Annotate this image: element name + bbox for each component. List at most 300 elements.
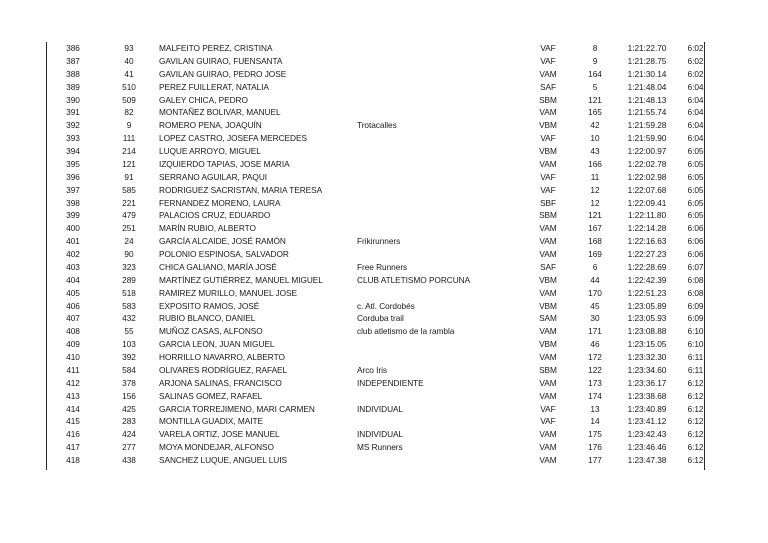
cell-category: VAF bbox=[540, 416, 556, 427]
cell-finish-time: 1:22:16.63 bbox=[627, 236, 667, 247]
cell-club: INDIVIDUAL bbox=[357, 403, 404, 414]
cell-finish-time: 1:23:15.05 bbox=[627, 339, 667, 350]
cell-bib-number: 585 bbox=[122, 184, 136, 195]
cell-position: 398 bbox=[66, 197, 80, 208]
cell-finish-time: 1:23:47.38 bbox=[627, 455, 667, 465]
cell-category-position: 170 bbox=[588, 287, 602, 298]
cell-finish-time: 1:21:55.74 bbox=[627, 107, 667, 118]
table-row bbox=[47, 377, 714, 390]
cell-position: 403 bbox=[66, 261, 80, 272]
cell-pace: 6:12 bbox=[687, 390, 704, 401]
cell-finish-time: 1:23:42.43 bbox=[627, 429, 667, 440]
cell-bib-number: 111 bbox=[122, 133, 136, 144]
cell-category-position: 176 bbox=[588, 442, 602, 453]
cell-category: VBM bbox=[539, 300, 557, 311]
cell-category-position: 171 bbox=[588, 326, 602, 337]
cell-runner-name: GALEY CHICA, PEDRO bbox=[159, 94, 248, 105]
cell-bib-number: 214 bbox=[122, 146, 136, 156]
cell-category: VAM bbox=[539, 326, 557, 337]
cell-pace: 6:10 bbox=[687, 339, 704, 350]
cell-category: VAM bbox=[539, 455, 557, 465]
cell-category: VAF bbox=[540, 184, 556, 195]
cell-category-position: 173 bbox=[588, 377, 602, 388]
cell-category-position: 13 bbox=[590, 403, 600, 414]
cell-bib-number: 90 bbox=[124, 249, 134, 259]
cell-runner-name: ROMERO PENA, JOAQUÍN bbox=[159, 120, 262, 131]
cell-category: VAM bbox=[539, 107, 557, 118]
cell-runner-name: SERRANO AGUILAR, PAQUI bbox=[159, 171, 268, 182]
cell-club bbox=[357, 171, 523, 184]
cell-pace: 6:12 bbox=[687, 403, 704, 414]
cell-category-position: 172 bbox=[588, 352, 602, 362]
table-row bbox=[47, 403, 714, 416]
cell-position: 397 bbox=[66, 184, 80, 195]
table-row bbox=[47, 287, 714, 300]
cell-finish-time: 1:23:05.89 bbox=[627, 300, 667, 311]
table-row bbox=[47, 145, 714, 158]
cell-pace: 6:05 bbox=[687, 158, 704, 169]
table-row bbox=[47, 415, 714, 428]
cell-position: 387 bbox=[66, 55, 80, 66]
cell-club: Trotacalles bbox=[357, 120, 397, 131]
table-row bbox=[47, 428, 714, 441]
cell-finish-time: 1:21:59.90 bbox=[627, 133, 667, 144]
table-row bbox=[47, 171, 714, 184]
cell-bib-number: 55 bbox=[124, 326, 134, 337]
table-row bbox=[47, 248, 714, 261]
cell-pace: 6:06 bbox=[687, 249, 704, 259]
cell-pace: 6:05 bbox=[687, 210, 704, 221]
cell-club: club atletismo de la rambla bbox=[357, 326, 455, 337]
table-row bbox=[47, 94, 714, 107]
cell-bib-number: 9 bbox=[126, 120, 132, 131]
cell-category-position: 10 bbox=[590, 133, 600, 144]
cell-runner-name: MALFEITO PEREZ, CRISTINA bbox=[159, 43, 273, 53]
cell-category: VAM bbox=[539, 287, 557, 298]
cell-finish-time: 1:23:08.88 bbox=[627, 326, 667, 337]
cell-category-position: 43 bbox=[590, 146, 600, 156]
cell-finish-time: 1:22:07.68 bbox=[627, 184, 667, 195]
table-row bbox=[47, 351, 714, 364]
cell-bib-number: 425 bbox=[122, 403, 136, 414]
cell-pace: 6:05 bbox=[687, 171, 704, 182]
table-row bbox=[47, 454, 714, 467]
cell-bib-number: 221 bbox=[122, 197, 136, 208]
cell-category-position: 174 bbox=[588, 390, 602, 401]
cell-pace: 6:08 bbox=[687, 287, 704, 298]
cell-runner-name: HORRILLO NAVARRO, ALBERTO bbox=[159, 352, 285, 362]
cell-club: Corduba trail bbox=[357, 313, 404, 324]
table-row bbox=[47, 338, 714, 351]
cell-bib-number: 378 bbox=[122, 377, 136, 388]
cell-finish-time: 1:23:38.68 bbox=[627, 390, 667, 401]
cell-runner-name: RUBIO BLANCO, DANIEL bbox=[159, 313, 256, 324]
cell-club bbox=[357, 55, 523, 68]
cell-finish-time: 1:23:34.60 bbox=[627, 364, 667, 375]
cell-finish-time: 1:22:28.69 bbox=[627, 261, 667, 272]
cell-category-position: 165 bbox=[588, 107, 602, 118]
cell-club bbox=[357, 94, 523, 107]
cell-runner-name: MONTAÑEZ BOLIVAR, MANUEL bbox=[159, 107, 281, 118]
table-row bbox=[47, 132, 714, 145]
race-results-table bbox=[47, 42, 714, 467]
cell-pace: 6:08 bbox=[687, 274, 704, 285]
cell-position: 417 bbox=[66, 442, 80, 453]
cell-finish-time: 1:21:59.28 bbox=[627, 120, 667, 131]
table-row bbox=[47, 312, 714, 325]
cell-pace: 6:04 bbox=[687, 94, 704, 105]
cell-runner-name: ARJONA SALINAS, FRANCISCO bbox=[159, 377, 282, 388]
cell-position: 402 bbox=[66, 249, 80, 259]
cell-bib-number: 510 bbox=[122, 81, 136, 92]
cell-runner-name: VARELA ORTIZ, JOSE MANUEL bbox=[159, 429, 280, 440]
cell-runner-name: RODRIGUEZ SACRISTAN, MARIA TERESA bbox=[159, 184, 323, 195]
cell-runner-name: PEREZ FUILLERAT, NATALIA bbox=[159, 81, 269, 92]
cell-pace: 6:02 bbox=[687, 43, 704, 53]
cell-category: VBM bbox=[539, 120, 557, 131]
cell-category: VAF bbox=[540, 55, 556, 66]
cell-club bbox=[357, 42, 523, 55]
cell-category: VAM bbox=[539, 68, 557, 79]
cell-category: SBM bbox=[539, 364, 557, 375]
cell-bib-number: 584 bbox=[122, 364, 136, 375]
results-table-body bbox=[47, 42, 714, 467]
cell-category-position: 121 bbox=[588, 210, 602, 221]
cell-category: SAM bbox=[539, 313, 557, 324]
table-row bbox=[47, 81, 714, 94]
cell-bib-number: 283 bbox=[122, 416, 136, 427]
cell-club: c. Atl. Cordobés bbox=[357, 300, 415, 311]
cell-runner-name: EXPOSITO RAMOS, JOSÉ bbox=[159, 300, 260, 311]
cell-pace: 6:09 bbox=[687, 313, 704, 324]
cell-runner-name: CHICA GALIANO, MARÍA JOSÉ bbox=[159, 261, 277, 272]
cell-pace: 6:02 bbox=[687, 55, 704, 66]
cell-category: VAM bbox=[539, 377, 557, 388]
table-row bbox=[47, 119, 714, 132]
cell-bib-number: 438 bbox=[122, 455, 136, 465]
cell-runner-name: IZQUIERDO TAPIAS, JOSE MARIA bbox=[159, 158, 290, 169]
cell-category-position: 12 bbox=[590, 184, 600, 195]
table-row bbox=[47, 55, 714, 68]
cell-position: 405 bbox=[66, 287, 80, 298]
cell-club bbox=[357, 415, 523, 428]
cell-club bbox=[357, 222, 523, 235]
cell-position: 404 bbox=[66, 274, 80, 285]
table-row bbox=[47, 184, 714, 197]
cell-club bbox=[357, 209, 523, 222]
cell-category-position: 168 bbox=[588, 236, 602, 247]
cell-finish-time: 1:22:42.39 bbox=[627, 274, 667, 285]
cell-finish-time: 1:23:41.12 bbox=[627, 416, 667, 427]
cell-bib-number: 424 bbox=[122, 429, 136, 440]
cell-bib-number: 251 bbox=[122, 223, 136, 234]
cell-runner-name: SANCHEZ LUQUE, ANGUEL LUIS bbox=[159, 455, 287, 465]
cell-category: VAM bbox=[539, 429, 557, 440]
cell-category: VAF bbox=[540, 43, 556, 53]
cell-finish-time: 1:22:02.78 bbox=[627, 158, 667, 169]
cell-position: 412 bbox=[66, 377, 80, 388]
cell-pace: 6:12 bbox=[687, 429, 704, 440]
cell-club bbox=[357, 197, 523, 210]
cell-category: SBM bbox=[539, 94, 557, 105]
cell-runner-name: POLONIO ESPINOSA, SALVADOR bbox=[159, 249, 289, 259]
cell-position: 391 bbox=[66, 107, 80, 118]
table-row bbox=[47, 106, 714, 119]
cell-category-position: 175 bbox=[588, 429, 602, 440]
cell-position: 407 bbox=[66, 313, 80, 324]
cell-finish-time: 1:23:32.30 bbox=[627, 352, 667, 362]
cell-club bbox=[357, 81, 523, 94]
cell-pace: 6:12 bbox=[687, 442, 704, 453]
cell-runner-name: GARCÍA ALCAIDE, JOSÉ RAMÓN bbox=[159, 236, 286, 247]
cell-runner-name: MONTILLA GUADIX, MAITE bbox=[159, 416, 264, 427]
cell-runner-name: PALACIOS CRUZ, EDUARDO bbox=[159, 210, 271, 221]
cell-pace: 6:11 bbox=[687, 352, 704, 362]
cell-position: 386 bbox=[66, 43, 80, 53]
cell-club bbox=[357, 68, 523, 81]
cell-category: VAM bbox=[539, 442, 557, 453]
cell-pace: 6:09 bbox=[687, 300, 704, 311]
cell-position: 411 bbox=[66, 364, 80, 375]
cell-category: VBM bbox=[539, 339, 557, 350]
cell-bib-number: 509 bbox=[122, 94, 136, 105]
cell-club bbox=[357, 106, 523, 119]
cell-pace: 6:12 bbox=[687, 416, 704, 427]
cell-finish-time: 1:22:14.28 bbox=[627, 223, 667, 234]
cell-pace: 6:04 bbox=[687, 133, 704, 144]
cell-category-position: 42 bbox=[590, 120, 600, 131]
cell-position: 399 bbox=[66, 210, 80, 221]
table-row bbox=[47, 235, 714, 248]
cell-pace: 6:04 bbox=[687, 120, 704, 131]
cell-finish-time: 1:23:36.17 bbox=[627, 377, 667, 388]
cell-club: Arco Iris bbox=[357, 364, 387, 375]
cell-position: 409 bbox=[66, 339, 80, 350]
cell-position: 416 bbox=[66, 429, 80, 440]
cell-position: 396 bbox=[66, 171, 80, 182]
cell-pace: 6:12 bbox=[687, 377, 704, 388]
cell-finish-time: 1:21:48.04 bbox=[627, 81, 667, 92]
cell-category-position: 167 bbox=[588, 223, 602, 234]
cell-bib-number: 323 bbox=[122, 261, 136, 272]
cell-position: 414 bbox=[66, 403, 80, 414]
cell-position: 401 bbox=[66, 236, 80, 247]
cell-runner-name: MUÑOZ CASAS, ALFONSO bbox=[159, 326, 263, 337]
cell-category: SBF bbox=[540, 197, 556, 208]
cell-category-position: 164 bbox=[588, 68, 602, 79]
cell-category: VAF bbox=[540, 171, 556, 182]
cell-category: VAM bbox=[539, 158, 557, 169]
cell-club bbox=[357, 145, 523, 158]
table-row bbox=[47, 364, 714, 377]
cell-runner-name: SALINAS GOMEZ, RAFAEL bbox=[159, 390, 263, 401]
cell-bib-number: 583 bbox=[122, 300, 136, 311]
cell-runner-name: MOYA MONDEJAR, ALFONSO bbox=[159, 442, 274, 453]
cell-position: 413 bbox=[66, 390, 80, 401]
table-bottom-spacer bbox=[47, 467, 704, 470]
table-row bbox=[47, 325, 714, 338]
cell-finish-time: 1:22:09.41 bbox=[627, 197, 667, 208]
cell-bib-number: 41 bbox=[124, 68, 134, 79]
cell-position: 389 bbox=[66, 81, 80, 92]
cell-category-position: 8 bbox=[592, 43, 598, 53]
cell-category: VAM bbox=[539, 249, 557, 259]
cell-club: CLUB ATLETISMO PORCUNA bbox=[357, 274, 471, 285]
cell-club bbox=[357, 390, 523, 403]
cell-pace: 6:11 bbox=[687, 364, 704, 375]
cell-pace: 6:02 bbox=[687, 68, 704, 79]
cell-runner-name: MARÍN RUBIO, ALBERTO bbox=[159, 223, 256, 234]
cell-runner-name: OLIVARES RODRÍGUEZ, RAFAEL bbox=[159, 364, 288, 375]
cell-category: VAM bbox=[539, 390, 557, 401]
table-row bbox=[47, 158, 714, 171]
cell-finish-time: 1:22:00.97 bbox=[627, 146, 667, 156]
cell-category-position: 14 bbox=[590, 416, 600, 427]
cell-bib-number: 156 bbox=[122, 390, 136, 401]
cell-category-position: 6 bbox=[592, 261, 598, 272]
cell-finish-time: 1:21:28.75 bbox=[627, 55, 667, 66]
table-row bbox=[47, 42, 714, 55]
cell-position: 406 bbox=[66, 300, 80, 311]
cell-runner-name: MARTÍNEZ GUTIÉRREZ, MANUEL MIGUEL bbox=[159, 274, 323, 285]
cell-category: VAF bbox=[540, 403, 556, 414]
cell-category-position: 9 bbox=[592, 55, 598, 66]
cell-runner-name: FERNANDEZ MORENO, LAURA bbox=[159, 197, 281, 208]
cell-runner-name: GAVILAN GUIRAO, FUENSANTA bbox=[159, 55, 283, 66]
cell-bib-number: 93 bbox=[124, 43, 134, 53]
cell-club: Free Runners bbox=[357, 261, 408, 272]
cell-bib-number: 121 bbox=[122, 158, 136, 169]
cell-bib-number: 432 bbox=[122, 313, 136, 324]
cell-bib-number: 277 bbox=[122, 442, 136, 453]
cell-category-position: 166 bbox=[588, 158, 602, 169]
table-row bbox=[47, 222, 714, 235]
cell-position: 415 bbox=[66, 416, 80, 427]
cell-pace: 6:04 bbox=[687, 81, 704, 92]
cell-club bbox=[357, 248, 523, 261]
cell-finish-time: 1:22:51.23 bbox=[627, 287, 667, 298]
cell-club bbox=[357, 158, 523, 171]
cell-category-position: 11 bbox=[590, 171, 600, 182]
cell-category-position: 44 bbox=[590, 274, 600, 285]
cell-finish-time: 1:23:46.46 bbox=[627, 442, 667, 453]
cell-category: VAM bbox=[539, 236, 557, 247]
cell-category-position: 46 bbox=[590, 339, 600, 350]
cell-club bbox=[357, 454, 523, 467]
cell-bib-number: 479 bbox=[122, 210, 136, 221]
cell-category-position: 45 bbox=[590, 300, 600, 311]
cell-bib-number: 392 bbox=[122, 352, 136, 362]
cell-finish-time: 1:21:30.14 bbox=[627, 68, 667, 79]
cell-club bbox=[357, 351, 523, 364]
cell-position: 395 bbox=[66, 158, 80, 169]
cell-position: 410 bbox=[66, 352, 80, 362]
cell-position: 408 bbox=[66, 326, 80, 337]
table-row bbox=[47, 441, 714, 454]
cell-category-position: 169 bbox=[588, 249, 602, 259]
cell-bib-number: 91 bbox=[124, 171, 134, 182]
cell-category: SBM bbox=[539, 210, 557, 221]
cell-position: 388 bbox=[66, 68, 80, 79]
cell-bib-number: 103 bbox=[122, 339, 136, 350]
cell-bib-number: 518 bbox=[122, 287, 136, 298]
cell-pace: 6:12 bbox=[687, 455, 704, 465]
cell-runner-name: LUQUE ARROYO, MIGUEL bbox=[159, 146, 261, 156]
cell-bib-number: 289 bbox=[122, 274, 136, 285]
cell-club bbox=[357, 132, 523, 145]
cell-pace: 6:04 bbox=[687, 107, 704, 118]
cell-club bbox=[357, 338, 523, 351]
table-row bbox=[47, 68, 714, 81]
cell-bib-number: 40 bbox=[124, 55, 134, 66]
cell-category: VBM bbox=[539, 274, 557, 285]
table-row bbox=[47, 390, 714, 403]
cell-club bbox=[357, 287, 523, 300]
cell-category: VAM bbox=[539, 352, 557, 362]
cell-finish-time: 1:22:02.98 bbox=[627, 171, 667, 182]
table-row bbox=[47, 300, 714, 313]
cell-position: 390 bbox=[66, 94, 80, 105]
cell-category: SAF bbox=[540, 81, 556, 92]
table-row bbox=[47, 261, 714, 274]
cell-finish-time: 1:22:27.23 bbox=[627, 249, 667, 259]
cell-club: INDEPENDIENTE bbox=[357, 377, 424, 388]
table-row bbox=[47, 274, 714, 287]
cell-position: 418 bbox=[66, 455, 80, 465]
cell-category-position: 12 bbox=[590, 197, 600, 208]
cell-club: MS Runners bbox=[357, 442, 403, 453]
cell-pace: 6:05 bbox=[687, 146, 704, 156]
cell-category: VBM bbox=[539, 146, 557, 156]
cell-runner-name: RAMIREZ MURILLO, MANUEL JOSE bbox=[159, 287, 297, 298]
cell-category: SAF bbox=[540, 261, 556, 272]
cell-pace: 6:10 bbox=[687, 326, 704, 337]
cell-pace: 6:07 bbox=[687, 261, 704, 272]
table-row bbox=[47, 209, 714, 222]
cell-category: VAF bbox=[540, 133, 556, 144]
cell-runner-name: GARCIA LEON, JUAN MIGUEL bbox=[159, 339, 275, 350]
cell-pace: 6:06 bbox=[687, 236, 704, 247]
cell-runner-name: GARCIA TORREJIMENO, MARI CARMEN bbox=[159, 403, 315, 414]
cell-finish-time: 1:23:40.89 bbox=[627, 403, 667, 414]
cell-category-position: 5 bbox=[592, 81, 598, 92]
cell-pace: 6:05 bbox=[687, 184, 704, 195]
cell-club: INDIVIDUAL bbox=[357, 429, 404, 440]
table-row bbox=[47, 197, 714, 210]
cell-club bbox=[357, 184, 523, 197]
cell-finish-time: 1:21:22.70 bbox=[627, 43, 667, 53]
results-table-block bbox=[46, 42, 705, 470]
cell-club: Frikirunners bbox=[357, 236, 401, 247]
cell-position: 394 bbox=[66, 146, 80, 156]
cell-finish-time: 1:22:11.80 bbox=[627, 210, 667, 221]
cell-bib-number: 24 bbox=[124, 236, 134, 247]
cell-position: 400 bbox=[66, 223, 80, 234]
cell-pace: 6:06 bbox=[687, 223, 704, 234]
cell-runner-name: LOPEZ CASTRO, JOSEFA MERCEDES bbox=[159, 133, 307, 144]
cell-category-position: 121 bbox=[588, 94, 602, 105]
cell-category: VAM bbox=[539, 223, 557, 234]
cell-pace: 6:05 bbox=[687, 197, 704, 208]
cell-bib-number: 82 bbox=[124, 107, 134, 118]
cell-category-position: 30 bbox=[590, 313, 600, 324]
cell-category-position: 177 bbox=[588, 455, 602, 465]
cell-finish-time: 1:23:05.93 bbox=[627, 313, 667, 324]
cell-finish-time: 1:21:48.13 bbox=[627, 94, 667, 105]
cell-runner-name: GAVILAN GUIRAO, PEDRO JOSE bbox=[159, 68, 287, 79]
cell-position: 392 bbox=[66, 120, 80, 131]
cell-category-position: 122 bbox=[588, 364, 602, 375]
